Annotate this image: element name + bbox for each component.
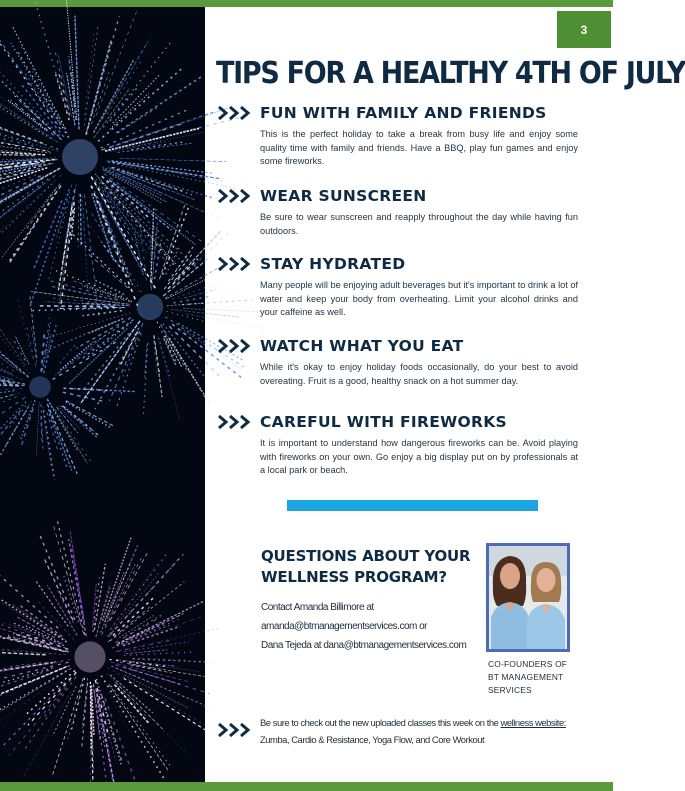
firework-glow: [137, 294, 163, 320]
firework-spark: [48, 409, 71, 470]
firework-spark: [107, 59, 142, 114]
firework-spark: [116, 629, 219, 652]
contact-email-amanda: amanda@btmanagementservices.com or: [261, 621, 428, 632]
firework-spark: [94, 88, 130, 138]
caption-line2: BT MANAGEMENT SERVICES: [488, 672, 564, 695]
firework-spark: [18, 99, 60, 139]
firework-spark: [174, 253, 205, 284]
firework-spark: [40, 536, 75, 620]
firework-spark: [133, 659, 216, 663]
firework-spark: [128, 663, 205, 676]
triple-chevron-icon: [218, 188, 252, 204]
firework-spark: [0, 607, 62, 646]
firework-spark: [0, 316, 25, 365]
page-title: TIPS FOR A HEALTHY 4TH OF JULY: [216, 56, 685, 91]
firework-spark: [169, 338, 211, 406]
photo-caption: [488, 658, 608, 697]
firework-spark: [92, 193, 114, 260]
firework-spark: [11, 43, 61, 125]
firework-spark: [159, 338, 170, 378]
firework-spark: [105, 563, 135, 626]
firework-spark: [111, 686, 170, 766]
firework-spark: [0, 108, 44, 144]
tip-eat: [218, 337, 578, 388]
founders-photo: [486, 543, 570, 652]
firework-spark: [125, 675, 189, 708]
firework-spark: [52, 678, 83, 775]
firework-spark: [116, 76, 202, 133]
firework-spark: [0, 172, 34, 194]
tip-title: FUN WITH FAMILY AND FRIENDS: [260, 104, 547, 122]
firework-spark: [0, 326, 29, 373]
tip-title: STAY HYDRATED: [260, 255, 406, 273]
triple-chevron-icon: [218, 105, 252, 121]
tip-body: While it's okay to enjoy holiday foods occasionally, do your best to avoid overeating. Fruit is a good, healthy snack on a hot summer day.: [260, 362, 578, 386]
firework-spark: [21, 409, 34, 449]
firework-spark: [8, 186, 61, 265]
firework-spark: [159, 202, 185, 280]
firework-spark: [53, 686, 76, 736]
firework-spark: [0, 666, 70, 704]
firework-spark: [85, 34, 94, 115]
firework-spark: [55, 410, 91, 463]
firework-spark: [166, 279, 206, 299]
firework-spark: [115, 617, 161, 643]
firework-spark: [58, 344, 98, 374]
firework-spark: [123, 626, 180, 645]
firework-spark: [72, 678, 85, 730]
firework-spark: [12, 338, 25, 361]
firework-spark: [143, 343, 147, 416]
footer-note: [218, 714, 608, 748]
tip-body: Many people will be enjoying adult beverages but it's important to drink a lot of water and keep your body from overheating. Limit your alcohol drinks and your caffeine as well.: [260, 280, 578, 318]
firework-spark: [103, 41, 172, 128]
firework-spark: [0, 132, 58, 151]
tip-body: It is important to understand how dangerous fireworks can be. Avoid playing with fireworks on your own. Go enjoy a big display put on by professionals at a local park or beach.: [260, 438, 578, 476]
firework-spark: [41, 404, 43, 450]
firework-spark: [0, 79, 58, 142]
blue-divider: [287, 500, 538, 511]
firework-spark: [31, 325, 36, 363]
tip-title: WEAR SUNSCREEN: [260, 187, 427, 205]
firework-spark: [112, 161, 213, 173]
fireworks-photo: [0, 7, 205, 782]
questions-heading: [261, 546, 481, 588]
contact-email-dana: Dana Tejeda at dana@btmanagementservices.com: [261, 640, 467, 651]
firework-spark: [111, 666, 210, 708]
firework-spark: [115, 682, 163, 729]
tip-fireworks: [218, 413, 578, 478]
firework-spark: [30, 296, 37, 359]
firework-spark: [67, 685, 82, 741]
firework-spark: [101, 562, 131, 632]
firework-spark: [47, 399, 87, 464]
firework-spark: [0, 175, 36, 202]
firework-spark: [59, 307, 125, 308]
triple-chevron-icon: [218, 414, 252, 430]
firework-spark: [96, 689, 117, 791]
firework-spark: [21, 84, 63, 137]
firework-spark: [82, 683, 88, 747]
firework-spark: [108, 667, 206, 725]
firework-spark: [93, 684, 100, 741]
firework-glow: [62, 139, 98, 175]
questions-heading-line2: WELLNESS PROGRAM?: [261, 568, 447, 586]
firework-spark: [184, 290, 216, 298]
firework-spark: [110, 88, 137, 121]
firework-spark: [112, 625, 169, 648]
footer-text: Be sure to check out the new uploaded classes this week on the: [260, 717, 501, 728]
firework-spark: [109, 684, 168, 770]
firework-spark: [27, 671, 75, 714]
firework-spark: [163, 206, 190, 275]
firework-spark: [74, 308, 119, 309]
firework-spark: [97, 687, 115, 761]
firework-spark: [83, 311, 122, 316]
firework-spark: [59, 72, 70, 115]
firework-spark: [36, 402, 39, 455]
firework-spark: [12, 25, 66, 129]
firework-spark: [107, 674, 188, 755]
firework-spark: [96, 9, 137, 115]
firework-spark: [165, 336, 182, 367]
firework-spark: [27, 183, 60, 228]
firework-spark: [92, 214, 130, 275]
firework-spark: [103, 537, 132, 621]
tip-title: CAREFUL WITH FIREWORKS: [260, 413, 508, 431]
founders-portrait: [489, 546, 567, 649]
firework-spark: [111, 189, 187, 267]
firework-spark: [126, 615, 162, 636]
firework-spark: [166, 245, 180, 275]
firework-spark: [120, 158, 226, 161]
firework-spark: [110, 569, 154, 629]
firework-spark: [0, 406, 29, 459]
firework-spark: [95, 328, 139, 409]
tip-body: Be sure to wear sunscreen and reapply throughout the day while having fun outdoors.: [260, 212, 578, 236]
page-number-badge: [557, 11, 611, 48]
firework-glow: [29, 376, 51, 398]
firework-spark: [118, 106, 159, 133]
bottom-accent-bar: [0, 782, 613, 791]
firework-spark: [113, 75, 159, 123]
firework-spark: [109, 323, 143, 401]
firework-spark: [66, 401, 113, 426]
firework-spark: [95, 280, 124, 294]
firework-spark: [0, 683, 54, 725]
firework-spark: [172, 281, 223, 299]
firework-spark: [107, 132, 207, 152]
tip-sunscreen: [218, 187, 578, 238]
triple-chevron-icon: [218, 256, 252, 272]
firework-spark: [117, 686, 149, 720]
firework-spark: [0, 661, 63, 674]
firework-spark: [63, 406, 98, 435]
firework-spark: [91, 72, 109, 124]
tip-family-friends: [218, 104, 578, 169]
firework-spark: [124, 642, 189, 652]
firework-spark: [66, 402, 111, 428]
firework-spark: [0, 375, 10, 380]
firework-spark: [87, 253, 128, 288]
firework-spark: [24, 677, 76, 751]
firework-spark: [155, 239, 162, 279]
tip-body: This is the perfect holiday to take a break from busy life and enjoy some quality time with family and friends. Have a BBQ, play fun games and enjoy some fireworks.: [260, 129, 578, 167]
firework-spark: [47, 585, 77, 635]
tip-title: WATCH WHAT YOU EAT: [260, 337, 464, 355]
fireworks-image: [0, 7, 205, 782]
firework-spark: [174, 231, 220, 281]
triple-chevron-icon: [218, 338, 252, 354]
firework-spark: [0, 125, 43, 143]
firework-glow: [74, 641, 105, 672]
wellness-website-link[interactable]: wellness website:: [500, 717, 566, 728]
firework-spark: [110, 93, 149, 129]
firework-spark: [96, 679, 121, 766]
firework-spark: [0, 336, 21, 373]
firework-spark: [93, 584, 97, 628]
firework-spark: [88, 322, 131, 357]
questions-heading-line1: QUESTIONS ABOUT YOUR: [261, 547, 471, 565]
firework-spark: [104, 189, 157, 258]
firework-spark: [117, 333, 141, 405]
firework-spark: [24, 691, 71, 776]
firework-spark: [60, 342, 93, 369]
firework-spark: [168, 259, 198, 289]
firework-spark: [54, 48, 68, 109]
top-accent-bar: [0, 0, 613, 7]
firework-spark: [0, 646, 51, 654]
footer-classes: Zumba, Cardio & Resistance, Yoga Flow, and Core Workout: [260, 734, 485, 745]
firework-spark: [95, 680, 108, 738]
tip-hydrated: [218, 255, 578, 320]
firework-spark: [105, 698, 135, 781]
triple-chevron-icon: [218, 722, 252, 738]
firework-spark: [18, 300, 32, 357]
firework-spark: [0, 667, 67, 709]
firework-spark: [60, 202, 74, 309]
firework-spark: [0, 168, 47, 204]
firework-spark: [110, 553, 147, 620]
caption-line1: CO-FOUNDERS OF: [488, 659, 568, 669]
firework-spark: [43, 318, 50, 366]
firework-spark: [0, 348, 28, 376]
firework-spark: [15, 336, 29, 364]
firework-spark: [80, 194, 81, 245]
page-number: 3: [580, 22, 588, 37]
firework-spark: [96, 587, 110, 637]
contact-line: Contact Amanda Billimore at: [261, 602, 374, 613]
contact-info: [261, 598, 486, 655]
firework-spark: [34, 200, 62, 268]
firework-spark: [131, 622, 167, 638]
firework-spark: [173, 296, 212, 303]
